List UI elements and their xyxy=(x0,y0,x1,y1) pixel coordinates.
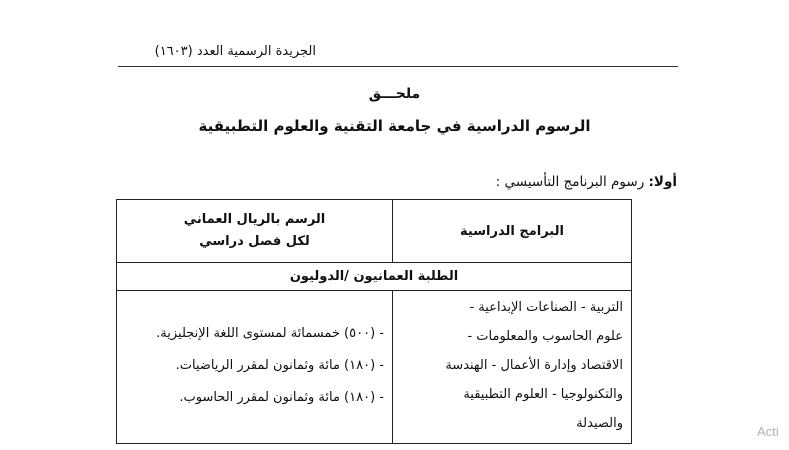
section-number: أولا: xyxy=(648,174,677,190)
programs-header: البرامج الدراسية xyxy=(393,200,632,263)
fee-header-line1: الرسم بالريال العماني xyxy=(183,212,326,227)
section-heading-text: رسوم البرنامج التأسيسي : xyxy=(495,174,645,190)
fee-header xyxy=(117,200,393,263)
fees-table xyxy=(116,199,632,444)
fee-line: - (١٨٠) مائة وثمانون لمقرر الرياضيات. xyxy=(175,358,384,373)
annex-label: ملحـــق xyxy=(368,86,421,102)
programs-line: والصيدلة xyxy=(576,416,623,431)
header-rule xyxy=(118,66,678,67)
section-heading xyxy=(496,174,677,190)
programs-line: والتكنولوجيا - العلوم التطبيقية xyxy=(463,387,623,402)
fee-line: - (٥٠٠) خمسمائة لمستوى اللغة الإنجليزية. xyxy=(156,326,384,341)
category-cell: الطلبة العمانيون /الدوليون xyxy=(117,263,632,291)
running-header: الجريدة الرسمية العدد (١٦٠٣) xyxy=(154,44,316,59)
table-category-row xyxy=(117,263,632,291)
programs-line: الاقتصاد وإدارة الأعمال - الهندسة xyxy=(445,358,623,373)
document-title: الرسوم الدراسية في جامعة التقنية والعلوم التطبيقية xyxy=(198,117,591,135)
fees-cell xyxy=(117,291,393,444)
table-row xyxy=(117,291,632,444)
fee-line: - (١٨٠) مائة وثمانون لمقرر الحاسوب. xyxy=(179,390,384,405)
fee-header-line2: لكل فصل دراسي xyxy=(199,234,310,249)
table-header-row xyxy=(117,200,632,263)
activation-watermark: Acti xyxy=(757,424,779,439)
programs-line: علوم الحاسوب والمعلومات - xyxy=(467,329,623,344)
programs-cell xyxy=(393,291,632,444)
programs-line: التربية - الصناعات الإبداعية - xyxy=(469,300,623,315)
